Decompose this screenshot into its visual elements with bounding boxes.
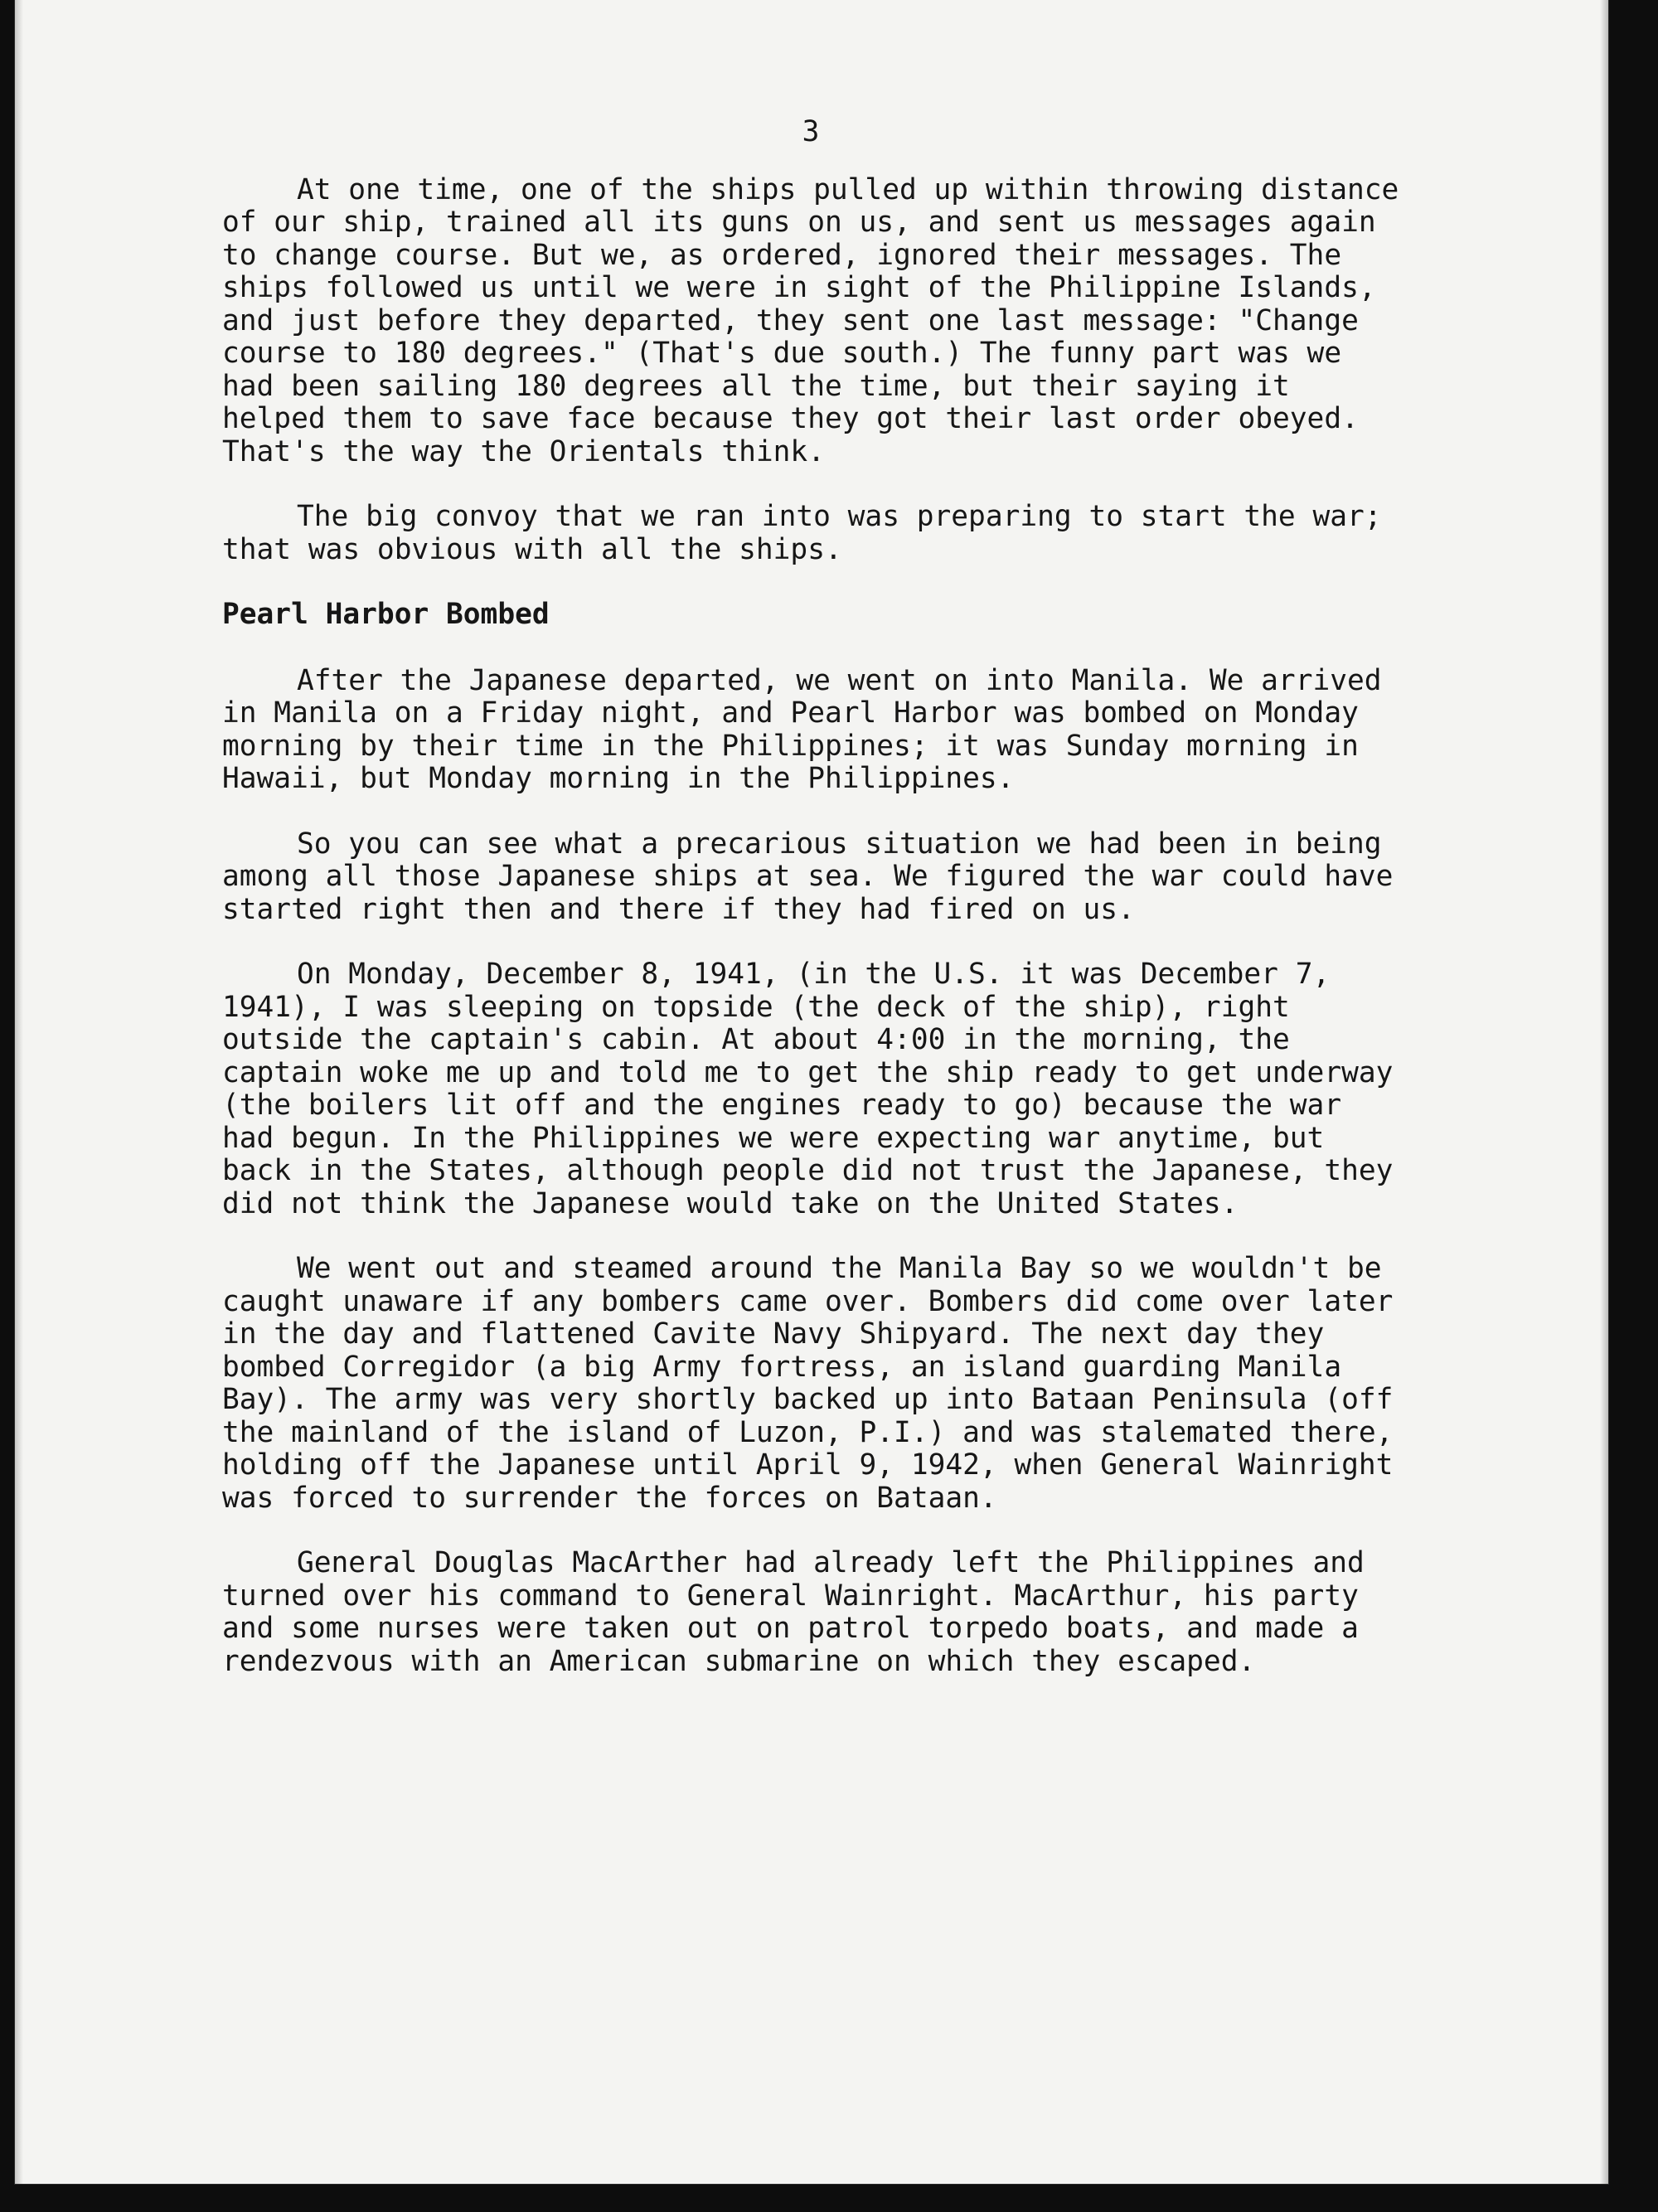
section-heading: Pearl Harbor Bombed [222,598,550,631]
paragraph-precarious-situation: So you can see what a precarious situation we had been in being among all those Japanese ships at sea. We figured the war could have started right then and there if they had fired on us. [222,827,1394,926]
paragraph-big-convoy: The big convoy that we ran into was preparing to start the war; that was obvious with all the ships. [222,500,1382,566]
paragraph-arrived-manila: After the Japanese departed, we went on into Manila. We arrived in Manila on a Friday night, and Pearl Harbor was bombed on Monday morning by their time in the Philippines; it was Sunday morning in Hawaii, but Monday morning in the Philippines. [222,663,1382,795]
page-left-edge [15,0,23,2184]
paragraph-manila-bay: We went out and steamed around the Manila Bay so we wouldn't be caught unaware if any bombers came over. Bombers did come over later in the day and flattened Cavite Navy Shipyard. The next day they bombed Corregidor (a big Army fortress, an island guarding Manila Bay). The army was very shortly backed up into Bataan Peninsula (off the mainland of the island of Luzon, P.I.) and was stalemated there, holding off the Japanese until April 9, 1942, when General Wainright was forced to surrender the forces on Bataan. [222,1252,1394,1515]
paragraph-convoy-ship: At one time, one of the ships pulled up within throwing distance of our ship, trained all its guns on us, and sent us messages again to change course. But we, as ordered, ignored their messages. The ships followed us until we were in sight of the Philippine Islands, and just before they departed, they sent one last message: "Change course to 180 degrees." (That's due south.) The funny part was we had been sailing 180 degrees all the time, but their saying it helped them to save face because they got their last order obeyed. That's the way the Orientals think. [222,172,1399,468]
paragraph-macarthur: General Douglas MacArther had already left the Philippines and turned over his command to General Wainright. MacArthur, his party and some nurses were taken out on patrol torpedo boats, and made a rendezvous with an American submarine on which they escaped. [222,1546,1365,1678]
paragraph-december-8: On Monday, December 8, 1941, (in the U.S. it was December 7, 1941), I was sleeping on topside (the deck of the ship), right outside the captain's cabin. At about 4:00 in the morning, the captain woke me up and told me to get the ship ready to get underway (the boilers lit off and the engines ready to go) because the war had begun. In the Philippines we were expecting war anytime, but back in the States, although people did not trust the Japanese, they did not think the Japanese would take on the United States. [222,958,1394,1220]
page-number: 3 [802,115,820,148]
page-content [222,116,1399,1710]
page-right-edge [1600,0,1608,2184]
